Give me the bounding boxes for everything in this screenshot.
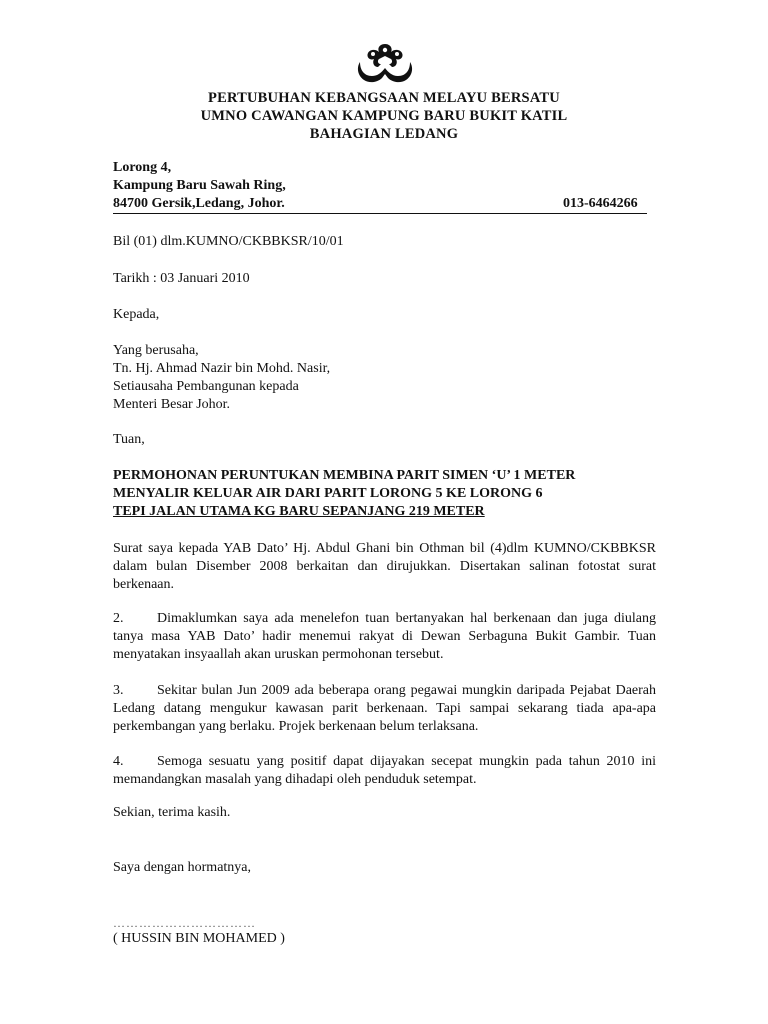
salutation: Tuan, bbox=[113, 432, 145, 447]
paragraph-3-number: 3. bbox=[113, 683, 124, 698]
address-line-3: 84700 Gersik,Ledang, Johor. bbox=[113, 196, 285, 211]
branch-name: UMNO CAWANGAN KAMPUNG BARU BUKIT KATIL bbox=[200, 108, 568, 124]
paragraph-2-number: 2. bbox=[113, 611, 124, 626]
recipient-line-4: Menteri Besar Johor. bbox=[113, 397, 231, 412]
closing-text: Sekian, terima kasih. bbox=[113, 805, 231, 820]
signature-line: …………………………… bbox=[113, 916, 256, 930]
recipient-line-2: Tn. Hj. Ahmad Nazir bin Mohd. Nasir, bbox=[113, 361, 331, 376]
recipient-line-3: Setiausaha Pembangunan kepada bbox=[113, 379, 299, 394]
org-name: PERTUBUHAN KEBANGSAAN MELAYU BERSATU bbox=[208, 90, 560, 106]
to-label: Kepada, bbox=[113, 307, 160, 322]
subject-line-2: MENYALIR KELUAR AIR DARI PARIT LORONG 5 KE LORONG 6 bbox=[113, 486, 543, 501]
paragraph-1-text: Surat saya kepada YAB Dato’ Hj. Abdul Ghani bin Othman bil (4)dlm KUMNO/CKBBKSR dalam bulan Disember 2008 berkaitan dan dirujukkan. Disertakan salinan fotostat surat berkenaan. bbox=[113, 541, 656, 592]
umno-emblem-icon bbox=[352, 40, 418, 86]
paragraph-1 bbox=[113, 540, 656, 594]
address-line-2: Kampung Baru Sawah Ring, bbox=[113, 178, 286, 193]
reference-number: Bil (01) dlm.KUMNO/CKBBKSR/10/01 bbox=[113, 234, 344, 249]
address-underline bbox=[113, 213, 647, 214]
signoff-text: Saya dengan hormatnya, bbox=[113, 860, 252, 875]
phone-number: 013-6464266 bbox=[563, 196, 638, 211]
paragraph-4-text: Semoga sesuatu yang positif dapat dijayakan secepat mungkin pada tahun 2010 ini memandangkan masalah yang dihadapi oleh penduduk setempat. bbox=[113, 754, 656, 787]
recipient-line-1: Yang berusaha, bbox=[113, 343, 199, 358]
subject-line-3: TEPI JALAN UTAMA KG BARU SEPANJANG 219 METER bbox=[113, 504, 485, 519]
address-line-1: Lorong 4, bbox=[113, 160, 172, 175]
paragraph-4-number: 4. bbox=[113, 754, 124, 769]
signatory-name: ( HUSSIN BIN MOHAMED ) bbox=[113, 931, 285, 946]
division-name: BAHAGIAN LEDANG bbox=[309, 126, 459, 142]
paragraph-3-text: Sekitar bulan Jun 2009 ada beberapa orang pegawai mungkin daripada Pejabat Daerah Ledang datang mengukur kawasan parit berkenaan. Tapi sampai sekarang tiada apa-apa perkembangan yang berlaku. Projek berkenaan belum terlaksana. bbox=[113, 683, 656, 734]
paragraph-2-text: Dimaklumkan saya ada menelefon tuan bertanyakan hal berkenaan dan juga diulang tanya masa YAB Dato’ hadir menemui rakyat di Dewan Serbaguna Bukit Gambir. Tuan menyatakan insyaallah akan uruskan permohonan tersebut. bbox=[113, 611, 656, 662]
paragraph-4 bbox=[113, 753, 656, 789]
letter-date: Tarikh : 03 Januari 2010 bbox=[113, 271, 250, 286]
subject-line-1: PERMOHONAN PERUNTUKAN MEMBINA PARIT SIMEN ‘U’ 1 METER bbox=[113, 468, 576, 483]
paragraph-2 bbox=[113, 610, 656, 664]
paragraph-3 bbox=[113, 682, 656, 736]
